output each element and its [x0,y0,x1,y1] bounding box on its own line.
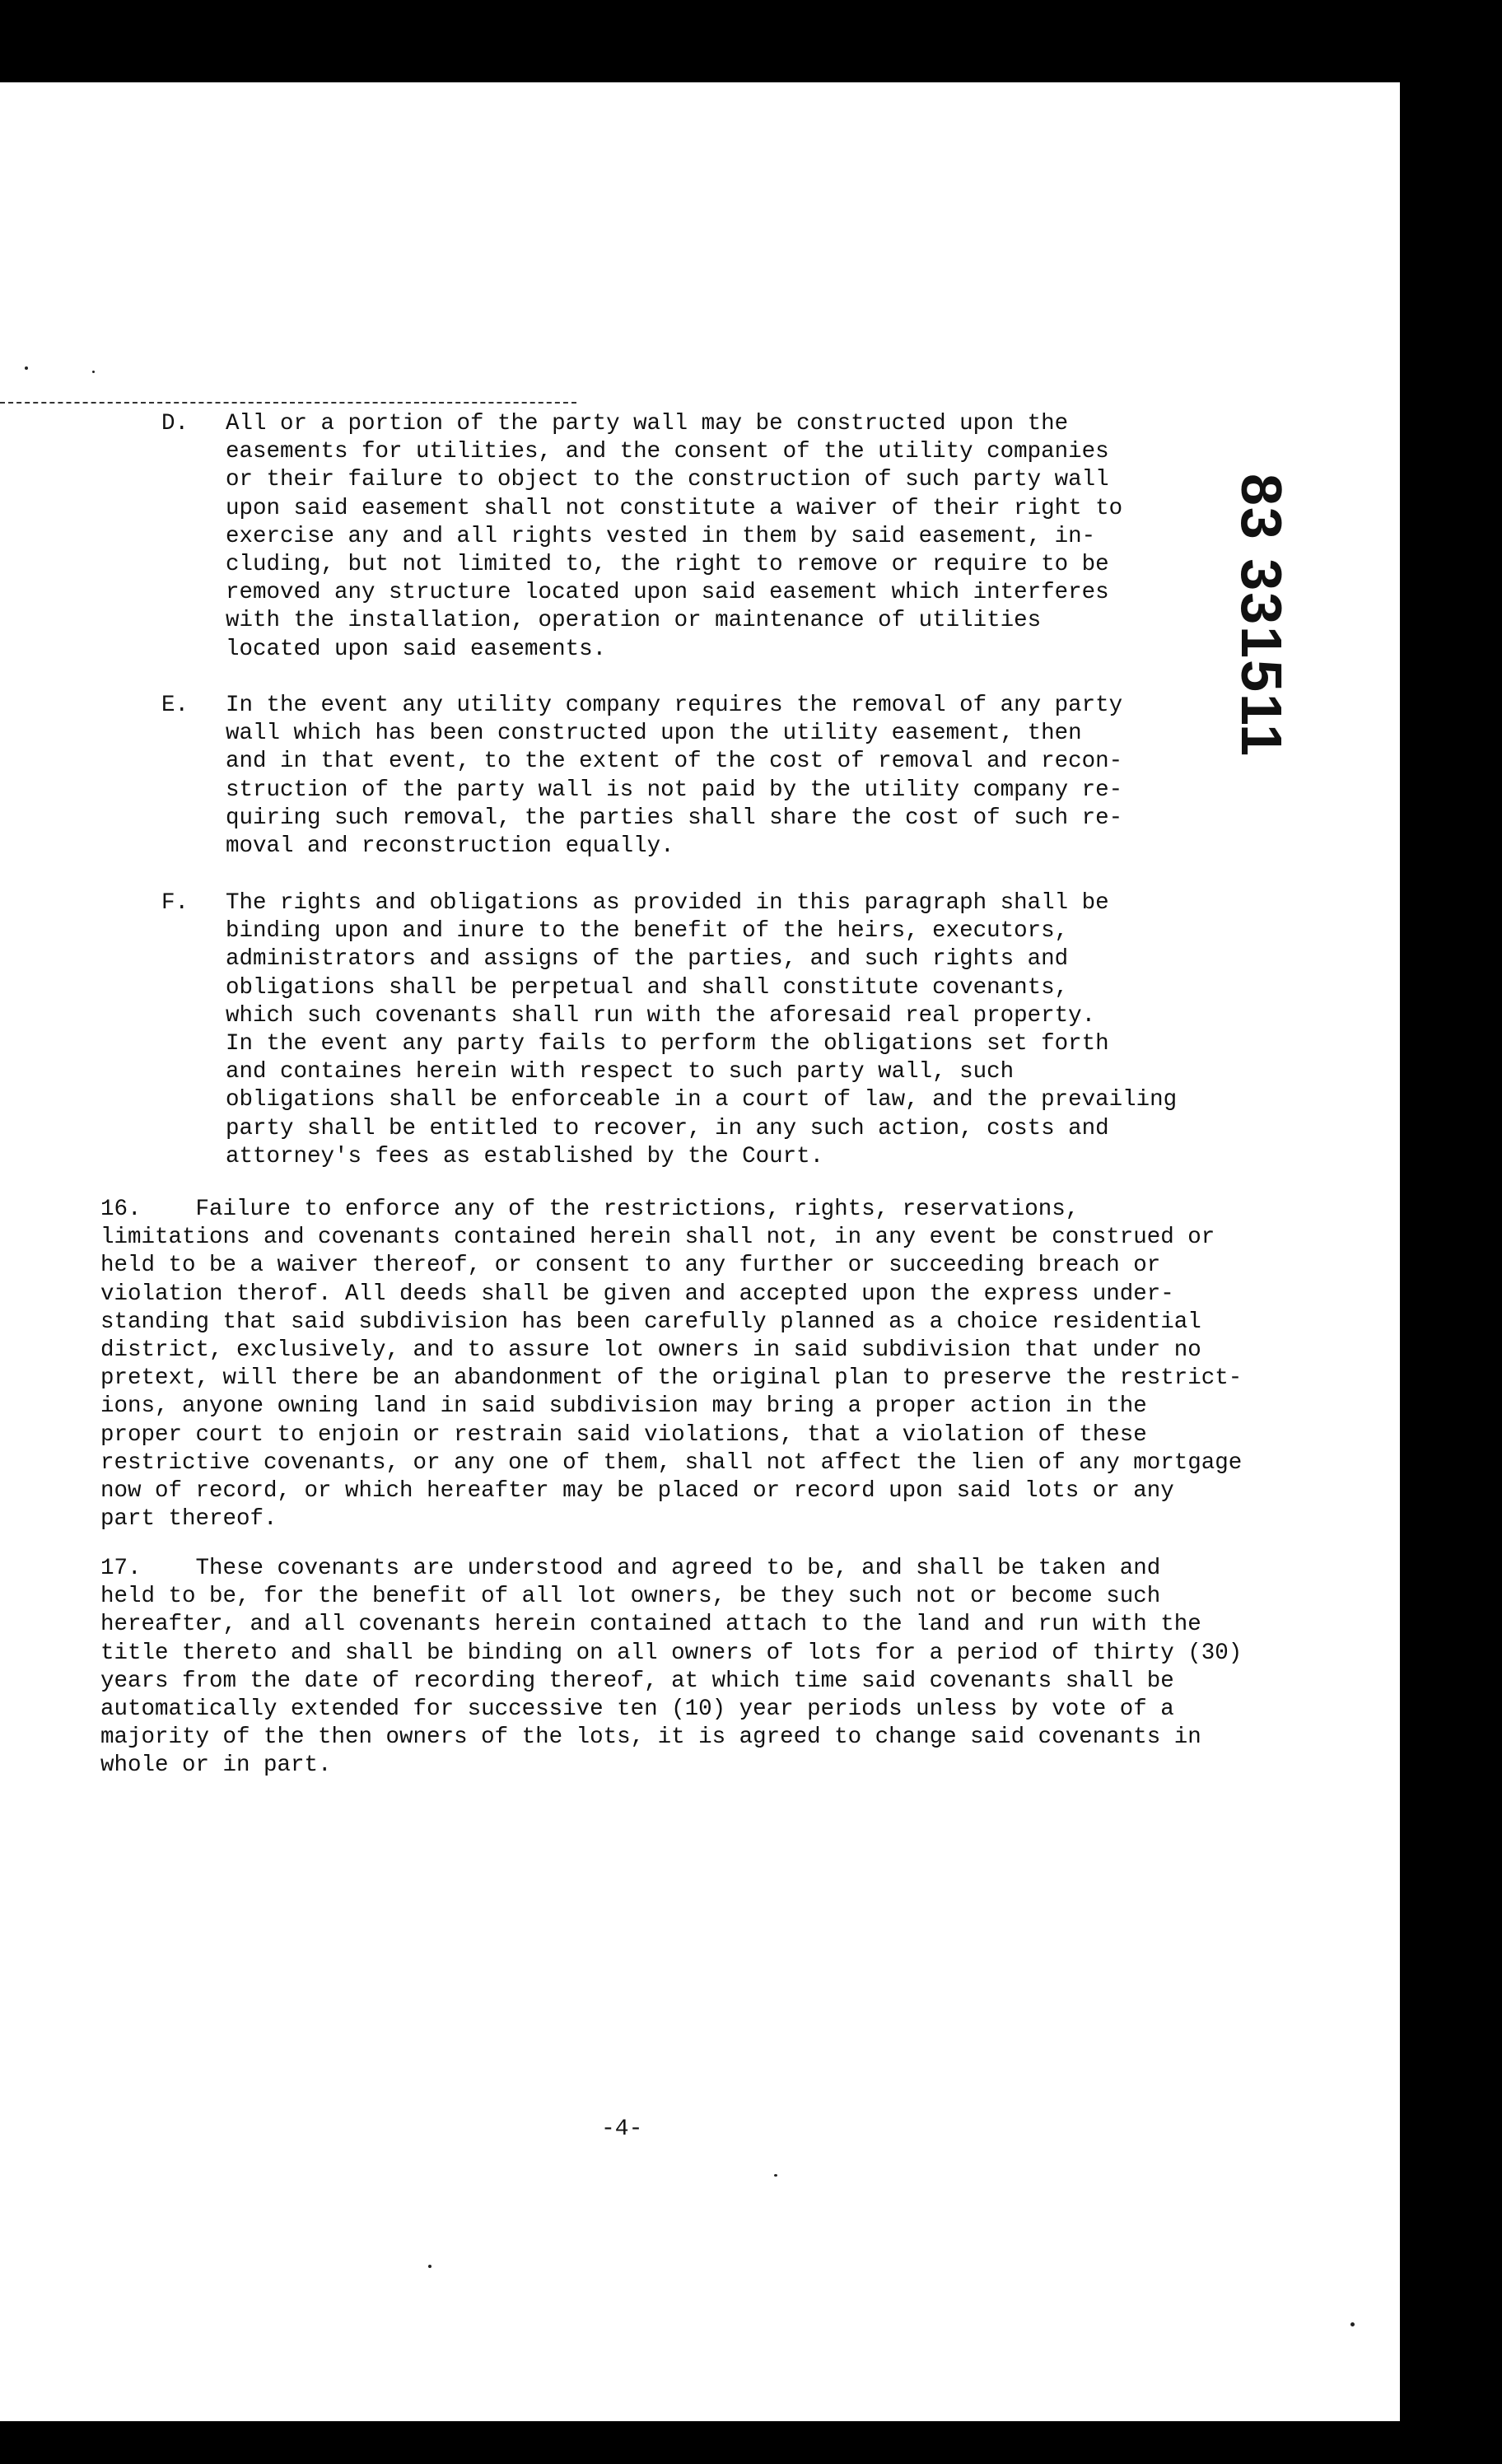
text-line: restrictive covenants, or any one of them, shall not affect the lien of any mortgage [100,1449,1243,1476]
text-line: upon said easement shall not constitute a waiver of their right to [226,495,1123,521]
text-line: obligations shall be enforceable in a court of law, and the prevailing [226,1087,1178,1113]
text-line: with the installation, operation or maintenance of utilities [226,608,1042,634]
text-line: ions, anyone owning land in said subdivision may bring a proper action in the [100,1393,1147,1420]
page-number: -4- [601,2116,643,2142]
text-line: proper court to enjoin or restrain said violations, that a violation of these [100,1421,1147,1448]
text-line: party shall be entitled to recover, in any such action, costs and [226,1115,1109,1141]
subparagraph-letter: F. [161,890,189,916]
text-line [100,1196,1270,1224]
scan-speck [92,371,95,373]
text-line: part thereof. [100,1506,278,1533]
text-line: easements for utilities, and the consent of the utility companies [226,439,1109,465]
text-line: wall which has been constructed upon the utility easement, then [226,721,1082,747]
scan-rule-artifact [0,402,576,404]
recording-stamp: 83 331511 [1229,474,1294,758]
scan-speck [428,2265,431,2268]
subparagraph-letter: E. [161,693,189,718]
subparagraph-body [226,410,1255,664]
text-line: exercise any and all rights vested in them by said easement, in- [226,523,1096,549]
text-line: administrators and assigns of the parties, and such rights and [226,946,1069,973]
subparagraph-body [226,692,1255,861]
scan-speck [25,366,28,370]
text-line: whole or in part. [100,1752,332,1779]
text-line: held to be a waiver thereof, or consent to any further or succeeding breach or [100,1253,1161,1279]
text-line: quiring such removal, the parties shall share the cost of such re- [226,805,1123,831]
text-line: now of record, or which hereafter may be placed or record upon said lots or any [100,1478,1174,1505]
text-line: violation therof. All deeds shall be given and accepted upon the express under- [100,1281,1174,1307]
text-line [100,1555,1270,1583]
scan-speck [774,2174,777,2177]
text-line: or their failure to object to the construction of such party wall [226,467,1109,493]
text-line: majority of the then owners of the lots, it is agreed to change said covenants in [100,1724,1201,1751]
text-line: In the event any party fails to perform the obligations set forth [226,1031,1109,1057]
text-line: which such covenants shall run with the aforesaid real property. [226,1002,1096,1029]
text-line: The rights and obligations as provided in this paragraph shall be [226,890,1109,916]
text-line: cluding, but not limited to, the right to remove or require to be [226,552,1109,578]
text-line: obligations shall be perpetual and shall constitute covenants, [226,974,1069,1001]
subparagraph-letter: D. [161,411,189,436]
text-line: pretext, will there be an abandonment of the original plan to preserve the restrict- [100,1365,1243,1392]
text-line: struction of the party wall is not paid by the utility company re- [226,777,1123,803]
text-line: held to be, for the benefit of all lot owners, be they such not or become such [100,1584,1161,1610]
text-line: and in that event, to the extent of the cost of removal and recon- [226,749,1123,775]
subparagraph-body [226,889,1255,1171]
text-line: removed any structure located upon said easement which interferes [226,580,1109,606]
text-line: binding upon and inure to the benefit of the heirs, executors, [226,918,1069,945]
text-line: located upon said easements. [226,636,607,662]
text-line-rest: Failure to enforce any of the restrictions, rights, reservations, [141,1197,1080,1222]
text-line: and containes herein with respect to such party wall, such [226,1059,1015,1085]
scan-speck [1350,2322,1355,2326]
text-line: attorney's fees as established by the Court. [226,1143,824,1169]
paragraph-number: 16. [100,1197,142,1222]
text-line: limitations and covenants contained herein shall not, in any event be construed or [100,1225,1215,1251]
paragraph-16 [100,1196,1270,1533]
text-line: All or a portion of the party wall may be constructed upon the [226,411,1069,436]
text-line-rest: These covenants are understood and agreed to be, and shall be taken and [141,1556,1161,1581]
text-line: In the event any utility company requires the removal of any party [226,693,1123,718]
document-page [0,82,1400,2421]
paragraph-17 [100,1555,1270,1780]
text-line: standing that said subdivision has been carefully planned as a choice residential [100,1309,1201,1335]
text-line: title thereto and shall be binding on all owners of lots for a period of thirty (30) [100,1640,1243,1666]
paragraph-number: 17. [100,1556,142,1581]
text-line: hereafter, and all covenants herein contained attach to the land and run with the [100,1612,1201,1638]
text-line: district, exclusively, and to assure lot owners in said subdivision that under no [100,1337,1201,1364]
text-line: moval and reconstruction equally. [226,833,674,860]
text-line: automatically extended for successive ten (10) year periods unless by vote of a [100,1696,1174,1723]
text-line: years from the date of recording thereof, at which time said covenants shall be [100,1668,1174,1694]
